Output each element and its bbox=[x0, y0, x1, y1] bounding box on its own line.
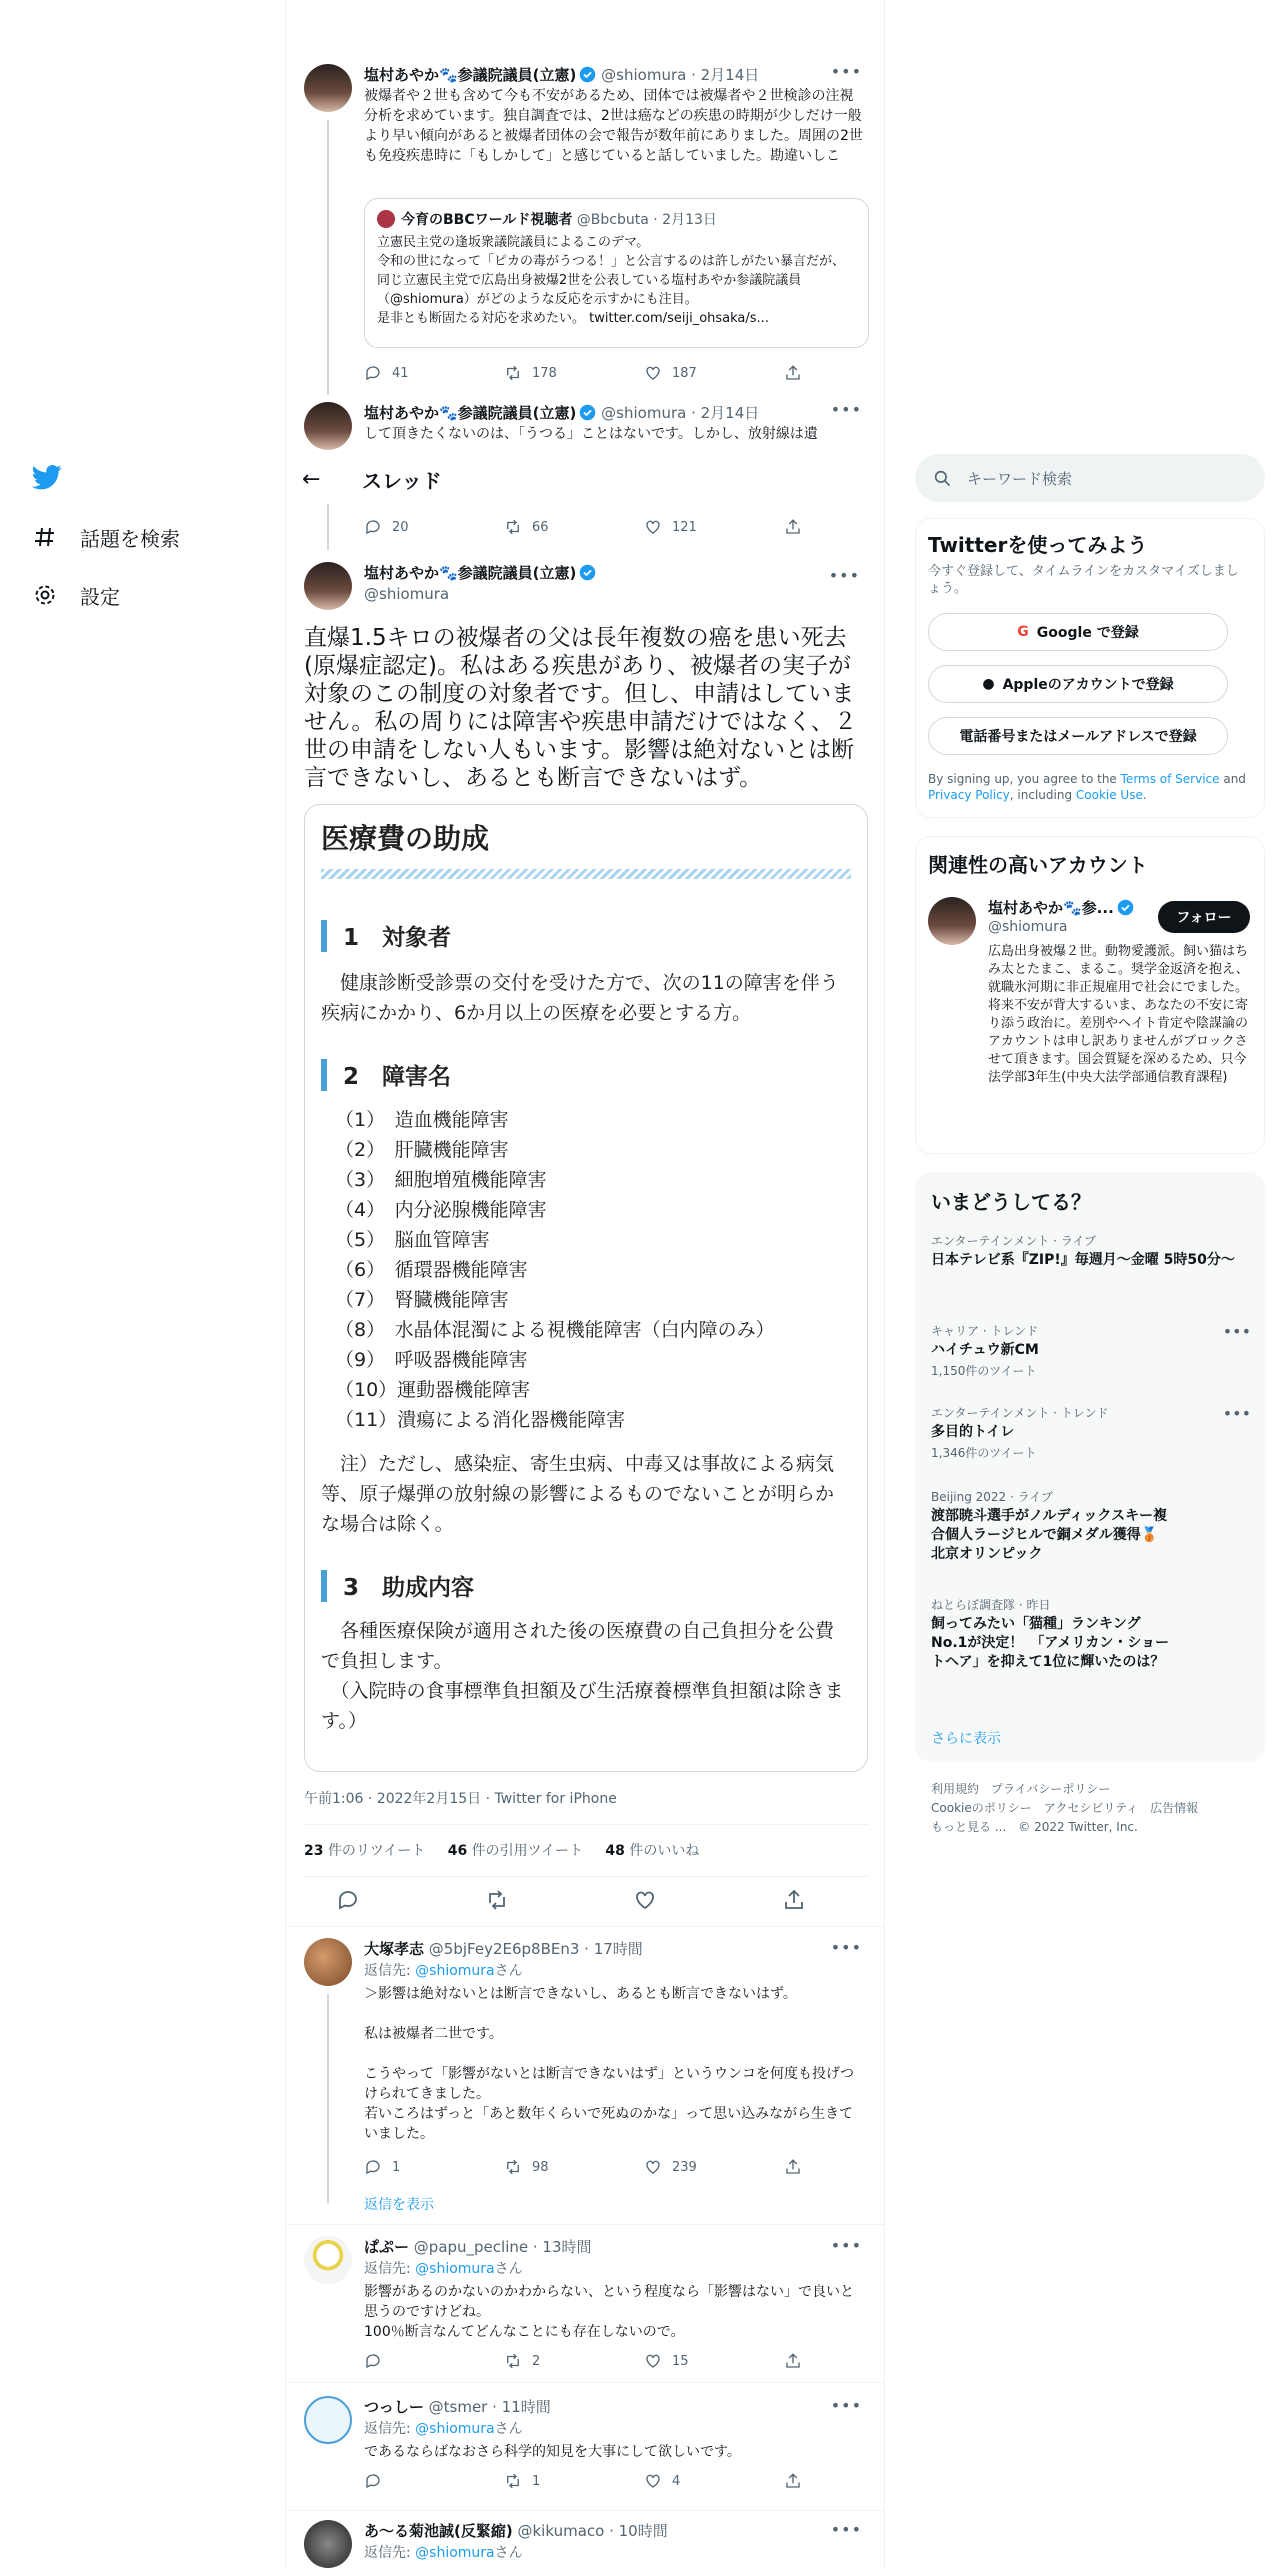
search-box[interactable] bbox=[915, 454, 1265, 502]
heart-icon bbox=[644, 2472, 662, 2490]
reply-icon bbox=[364, 2158, 382, 2176]
nav-explore[interactable] bbox=[30, 517, 180, 557]
more-icon[interactable]: ••• bbox=[830, 2236, 862, 2255]
author-name[interactable]: つっしー bbox=[364, 2398, 424, 2416]
title-underline bbox=[321, 869, 851, 879]
divider bbox=[286, 1926, 885, 1927]
reply-to bbox=[364, 1960, 523, 1980]
trend-item[interactable] bbox=[931, 1322, 1251, 1379]
reply-tweet[interactable] bbox=[304, 1938, 868, 2218]
disability-item: （1） 造血機能障害 bbox=[335, 1109, 509, 1131]
tweet-text: 影響があるのかないのかわからない、という程度なら「影響はない」で良いと思うのですけどね。 100％断言なんてどんなことにも存在しないので。 bbox=[364, 2284, 854, 2340]
share-button[interactable] bbox=[784, 364, 804, 382]
main-actions bbox=[336, 1888, 806, 1912]
like-count: 121 bbox=[672, 519, 697, 535]
disability-item: （11）潰瘍による消化器機能障害 bbox=[335, 1409, 626, 1431]
author-name[interactable]: あ〜る菊池誠(反緊縮) bbox=[364, 2522, 513, 2540]
trend-context: ねとらぼ調査隊 · 昨日 bbox=[931, 1598, 1051, 1612]
apple-signup-label: Appleのアカウントで登録 bbox=[1002, 677, 1174, 693]
quote-handle: @Bbcbuta · 2月13日 bbox=[576, 212, 717, 228]
like-button[interactable] bbox=[644, 364, 734, 382]
share-button[interactable] bbox=[784, 518, 804, 536]
retweet-stat-num: 23 bbox=[304, 1843, 324, 1859]
reply-to-label: 返信先: bbox=[364, 1963, 416, 1979]
related-accounts-card bbox=[915, 836, 1265, 1154]
hashtag-icon bbox=[30, 522, 60, 552]
quote-stat[interactable] bbox=[448, 1843, 583, 1859]
nav-settings-label: 設定 bbox=[80, 584, 120, 609]
author-name[interactable]: 大塚孝志 bbox=[364, 1940, 425, 1958]
reply-icon bbox=[364, 2472, 382, 2490]
disability-item: （5） 脳血管障害 bbox=[335, 1229, 490, 1251]
reply-to bbox=[364, 2542, 523, 2562]
avatar[interactable] bbox=[304, 2396, 352, 2444]
author-handle: @shiomura bbox=[364, 585, 450, 603]
reply-tweet[interactable] bbox=[304, 2520, 868, 2568]
quote-stat-label: 件の引用ツイート bbox=[471, 1843, 583, 1859]
twitter-logo-icon[interactable] bbox=[30, 462, 70, 496]
thread-line bbox=[327, 120, 329, 395]
heart-icon[interactable] bbox=[633, 1888, 657, 1912]
trend-count: 1,346件のツイート bbox=[931, 1446, 1037, 1460]
quote-author: 今育のBBCワールド視聴者 bbox=[401, 212, 573, 228]
share-icon bbox=[784, 2472, 802, 2490]
reply-to-link[interactable]: @shiomura bbox=[415, 1963, 495, 1979]
footer-links bbox=[931, 1780, 1198, 1837]
image-title: 医療費の助成 bbox=[321, 822, 490, 855]
verified-badge-icon bbox=[1117, 899, 1134, 916]
divider bbox=[304, 1876, 868, 1877]
apple-icon: ● bbox=[982, 676, 995, 692]
retweet-icon bbox=[504, 364, 522, 382]
disability-item: （3） 細胞増殖機能障害 bbox=[335, 1169, 547, 1191]
terms-link[interactable]: Terms of Service bbox=[1120, 772, 1220, 786]
quote-text: 立憲民主党の逢坂衆議院議員によるこのデマ。 令和の世になって「ピカの毒がうつる！」と公言するのは許しがたい暴言だが、同じ立憲民主党で広島出身被爆2世を公表している塩村あやか参議院議員（@shiomura）がどのような反応を示すかにも注目。 是非とも断固たる対応を求めたい。 twitter.com/seiji_ohsaka/s... bbox=[377, 235, 846, 326]
nav-explore-label: 話題を検索 bbox=[80, 526, 180, 551]
thread-column bbox=[285, 0, 885, 2568]
phone-signup-label: 電話番号またはメールアドレスで登録 bbox=[959, 729, 1197, 745]
main-author[interactable] bbox=[364, 562, 596, 603]
share-button[interactable] bbox=[784, 2352, 804, 2370]
note-text: 注）ただし、感染症、寄生虫病、中毒又は事故による病気等、原子爆弾の放射線の影響によるものでないことが明らかな場合は除く。 bbox=[321, 1453, 835, 1535]
reply-count: 1 bbox=[392, 2159, 401, 2175]
author-handle[interactable]: @papu_pecline · 13時間 bbox=[413, 2238, 592, 2256]
disability-item: （10）運動器機能障害 bbox=[335, 1379, 531, 1401]
like-count: 4 bbox=[672, 2473, 681, 2489]
left-navigation bbox=[0, 0, 285, 2568]
trend-context: エンターテインメント · トレンド bbox=[931, 1406, 1109, 1420]
like-stat-num: 48 bbox=[605, 1843, 625, 1859]
retweet-button[interactable] bbox=[504, 518, 594, 536]
related-name[interactable] bbox=[988, 897, 1134, 918]
share-icon[interactable] bbox=[782, 1888, 806, 1912]
reply-button[interactable] bbox=[364, 364, 454, 382]
like-button[interactable] bbox=[644, 518, 734, 536]
reply-to bbox=[364, 2258, 523, 2278]
reply-button[interactable] bbox=[364, 2472, 454, 2490]
like-count: 15 bbox=[672, 2353, 689, 2369]
like-stat[interactable] bbox=[605, 1843, 699, 1859]
trend-title: ハイチュウ新CM bbox=[931, 1342, 1039, 1358]
retweet-count: 2 bbox=[532, 2353, 541, 2369]
disability-item: （7） 腎臓機能障害 bbox=[335, 1289, 509, 1311]
nav-settings[interactable] bbox=[30, 575, 120, 615]
tweet-text: ＞影響は絶対ないとは断言できないし、あるとも断言できないはず。 私は被爆者二世です。 こうやって「影響がないとは断言できないはず」というウンコを何度も投げつけられてきました。 若いころはずっと「あと数年くらいで死ぬのかな」って思い込みながら生きていました。 bbox=[364, 1986, 854, 2142]
terms-and: and bbox=[1219, 772, 1246, 786]
author-handle[interactable]: @tsmer · 11時間 bbox=[428, 2398, 551, 2416]
trend-context: Beijing 2022 · ライブ bbox=[931, 1490, 1053, 1504]
trend-title: 飼ってみたい「猫種」ランキングNo.1が決定！ 「アメリカン・ショートヘア」を抑えて1位に輝いたのは？ bbox=[931, 1616, 1170, 1670]
trend-title: 多目的トイレ bbox=[931, 1424, 1015, 1440]
reply-button[interactable] bbox=[364, 2352, 454, 2370]
trend-item[interactable] bbox=[931, 1232, 1251, 1270]
terms-including: , including bbox=[1009, 788, 1076, 802]
retweet-button[interactable] bbox=[504, 2158, 594, 2176]
trend-item[interactable] bbox=[931, 1596, 1251, 1672]
like-button[interactable] bbox=[644, 2352, 734, 2370]
quote-stat-num: 46 bbox=[447, 1843, 468, 1859]
like-count: 239 bbox=[672, 2159, 697, 2175]
retweet-icon bbox=[504, 2158, 522, 2176]
more-icon[interactable]: ••• bbox=[828, 566, 860, 585]
reply-to-suffix: さん bbox=[494, 1963, 523, 1979]
share-icon bbox=[784, 2352, 802, 2370]
more-icon[interactable]: ••• bbox=[1222, 1322, 1251, 1341]
retweet-count: 66 bbox=[532, 519, 549, 535]
more-icon[interactable]: ••• bbox=[1222, 1404, 1251, 1423]
tweet-actions bbox=[364, 2158, 804, 2176]
reply-to-link[interactable]: @shiomura bbox=[415, 2421, 495, 2437]
divider bbox=[286, 2382, 885, 2383]
retweet-icon bbox=[504, 2472, 522, 2490]
reply-icon bbox=[364, 518, 382, 536]
author-name[interactable]: ぱぷー bbox=[364, 2238, 410, 2256]
section-3-note: （入院時の食事標準負担額及び生活療養標準負担額は除きます。） bbox=[321, 1680, 844, 1732]
retweet-icon[interactable] bbox=[485, 1888, 509, 1912]
retweet-button[interactable] bbox=[504, 2352, 594, 2370]
avatar[interactable] bbox=[304, 2520, 352, 2568]
avatar[interactable] bbox=[304, 64, 352, 112]
follow-button[interactable]: フォロー bbox=[1158, 901, 1250, 933]
author-name[interactable]: 塩村あやか🐾参議院議員(立憲) bbox=[364, 404, 577, 422]
verified-badge-icon bbox=[579, 564, 596, 581]
avatar[interactable] bbox=[304, 402, 352, 450]
reply-to-link[interactable]: @shiomura bbox=[415, 2261, 495, 2277]
quoted-tweet[interactable] bbox=[364, 198, 869, 348]
section-heading bbox=[321, 1569, 851, 1602]
author-handle[interactable]: @shiomura · 2月14日 bbox=[601, 404, 760, 422]
main-tweet-text: 直爆1.5キロの被爆者の父は長年複数の癌を患い死去(原爆症認定)。私はある疾患があり、被爆者の実子が対象のこの制度の対象者です。但し、申請はしていません。私の周りには障害や疾患申請だけではなく、２世の申請をしない人もいます。影響は絶対ないとは断言できないし、あるとも断言できないはず。 bbox=[304, 625, 857, 791]
avatar[interactable] bbox=[304, 562, 352, 610]
trend-title: 渡部暁斗選手がノルディックスキー複合個人ラージヒルで銅メダル獲得🥉北京オリンピック bbox=[931, 1508, 1168, 1562]
more-icon[interactable]: ••• bbox=[830, 2396, 862, 2415]
retweet-button[interactable] bbox=[504, 2472, 594, 2490]
google-signup-button[interactable] bbox=[928, 613, 1228, 651]
like-button[interactable] bbox=[644, 2472, 734, 2490]
retweet-button[interactable] bbox=[504, 364, 594, 382]
signup-subtitle: 今すぐ登録して、タイムラインをカスタマイズしましょう。 bbox=[928, 564, 1239, 596]
thread-header bbox=[286, 454, 885, 504]
author-handle[interactable]: @5bjFey2E6p8BEn3 · 17時間 bbox=[428, 1940, 643, 1958]
reply-icon[interactable] bbox=[336, 1888, 360, 1912]
reply-to-label: 返信先: bbox=[364, 2261, 416, 2277]
trend-context: エンターテインメント · ライブ bbox=[931, 1234, 1097, 1248]
section-bar bbox=[321, 1059, 327, 1091]
heart-icon bbox=[644, 2352, 662, 2370]
avatar[interactable] bbox=[304, 2236, 352, 2284]
reply-count: 20 bbox=[392, 519, 409, 535]
show-replies-link[interactable]: 返信を表示 bbox=[364, 2197, 434, 2213]
author-name: 塩村あやか🐾参議院議員(立憲) bbox=[364, 564, 577, 582]
signup-terms bbox=[928, 771, 1253, 803]
google-icon: G bbox=[1017, 624, 1029, 640]
disability-list bbox=[335, 1105, 851, 1435]
author-handle[interactable]: @shiomura · 2月14日 bbox=[601, 66, 760, 84]
section-2-title: 2 障害名 bbox=[343, 1064, 452, 1090]
tweet-text: して頂きたくないのは、「うつる」ことはないです。しかし、放射線は遺 bbox=[364, 426, 818, 442]
trends-title: いまどうしてる？ bbox=[931, 1190, 1091, 1214]
more-icon[interactable]: ••• bbox=[830, 2520, 862, 2539]
more-icon[interactable]: ••• bbox=[830, 62, 862, 81]
divider bbox=[286, 2224, 885, 2225]
share-button[interactable] bbox=[784, 2158, 804, 2176]
search-icon bbox=[933, 469, 951, 487]
tweet-text: であるならばなおさら科学的知見を大事にして欲しいです。 bbox=[364, 2444, 741, 2460]
reply-to-label: 返信先: bbox=[364, 2421, 416, 2437]
trends-card bbox=[915, 1172, 1265, 1762]
retweet-stat[interactable] bbox=[304, 1843, 425, 1859]
cookie-link[interactable]: Cookie Use bbox=[1075, 788, 1143, 802]
reply-tweet[interactable] bbox=[304, 2236, 868, 2369]
google-signup-label: Google で登録 bbox=[1036, 625, 1139, 641]
retweet-count: 98 bbox=[532, 2159, 549, 2175]
reply-to bbox=[364, 2418, 523, 2438]
heart-icon bbox=[644, 518, 662, 536]
quote-avatar bbox=[377, 210, 395, 228]
reply-button[interactable] bbox=[364, 2158, 454, 2176]
section-heading bbox=[321, 919, 851, 952]
apple-signup-button[interactable] bbox=[928, 665, 1228, 703]
author-handle[interactable]: @kikumaco · 10時間 bbox=[517, 2522, 668, 2540]
like-button[interactable] bbox=[644, 2158, 734, 2176]
section-3-title: 3 助成内容 bbox=[343, 1575, 475, 1601]
tweet-actions bbox=[364, 518, 804, 536]
disability-item: （6） 循環器機能障害 bbox=[335, 1259, 528, 1281]
search-input[interactable]: キーワード検索 bbox=[967, 469, 1073, 488]
tweet-stats bbox=[304, 1840, 699, 1860]
retweet-icon bbox=[504, 2352, 522, 2370]
disability-item: （9） 呼吸器機能障害 bbox=[335, 1349, 528, 1371]
avatar[interactable] bbox=[304, 1938, 352, 1986]
disability-item: （8） 水晶体混濁による視機能障害（白内障のみ） bbox=[335, 1319, 775, 1341]
footer-line[interactable]: Cookieのポリシー アクセシビリティ 広告情報 bbox=[931, 1801, 1199, 1815]
related-title: 関連性の高いアカウント bbox=[928, 853, 1148, 877]
related-handle: @shiomura bbox=[988, 919, 1068, 935]
trend-title: 日本テレビ系『ZIP!』毎週月〜金曜 5時50分〜 bbox=[931, 1252, 1235, 1268]
signup-card bbox=[915, 518, 1265, 818]
share-icon bbox=[784, 518, 802, 536]
section-bar bbox=[321, 1570, 327, 1602]
back-arrow-icon[interactable]: ← bbox=[302, 466, 321, 492]
retweet-count: 1 bbox=[532, 2473, 541, 2489]
section-bar bbox=[321, 920, 327, 952]
gear-icon bbox=[30, 580, 60, 610]
more-icon[interactable]: ••• bbox=[830, 400, 862, 419]
reply-to-suffix: さん bbox=[494, 2261, 523, 2277]
terms-prefix: By signing up, you agree to the bbox=[928, 772, 1121, 786]
footer-line[interactable]: 利用規約 プライバシーポリシー bbox=[931, 1782, 1111, 1796]
like-stat-label: 件のいいね bbox=[629, 1843, 700, 1859]
signup-title: Twitterを使ってみよう bbox=[928, 533, 1148, 557]
share-icon bbox=[784, 364, 802, 382]
tweet-image[interactable] bbox=[304, 804, 868, 1772]
reply-to-label: 返信先: bbox=[364, 2545, 416, 2561]
tweet[interactable] bbox=[304, 58, 868, 388]
section-1-title: 1 対象者 bbox=[343, 925, 452, 951]
section-3-text: 各種医療保険が適用された後の医療費の自己負担分を公費で負担します。 bbox=[321, 1620, 835, 1672]
reply-icon bbox=[364, 2352, 382, 2370]
tweet-actions bbox=[364, 2352, 804, 2370]
related-name-text: 塩村あやか🐾参... bbox=[988, 899, 1114, 917]
heart-icon bbox=[644, 364, 662, 382]
related-bio: 広島出身被爆２世。動物愛護派。飼い猫はちみ太とたまこ、まるこ。奨学金返済を抱え、就職氷河期に非正規雇用で社会にでました。将来不安が背大するいま、あなたの不安に寄り添う政治に。差別やヘイト肯定や陰謀論のアカウントは申し訳ありませんがブロックさせて頂きます。国会質疑を深めるため、只今法学部3年生(中央大法学部通信教育課程) bbox=[988, 944, 1249, 1085]
avatar[interactable] bbox=[928, 897, 976, 945]
reply-button[interactable] bbox=[364, 518, 454, 536]
privacy-link[interactable]: Privacy Policy bbox=[928, 788, 1010, 802]
right-sidebar bbox=[915, 0, 1270, 2568]
disability-item: （4） 内分泌腺機能障害 bbox=[335, 1199, 547, 1221]
phone-signup-button[interactable] bbox=[928, 717, 1228, 755]
reply-icon bbox=[364, 364, 382, 382]
divider bbox=[286, 2510, 885, 2511]
reply-to-link[interactable]: @shiomura bbox=[415, 2545, 495, 2561]
verified-badge-icon bbox=[579, 66, 596, 83]
trend-item[interactable] bbox=[931, 1404, 1251, 1461]
tweet-actions bbox=[364, 364, 804, 382]
author-name[interactable]: 塩村あやか🐾参議院議員(立憲) bbox=[364, 66, 577, 84]
tweet-actions bbox=[364, 2472, 804, 2490]
section-1-text: 健康診断受診票の交付を受けた方で、次の11の障害を伴う疾病にかかり、6か月以上の医療を必要とする方。 bbox=[321, 972, 839, 1024]
verified-badge-icon bbox=[579, 404, 596, 421]
tweet-meta: 午前1:06 · 2022年2月15日 · Twitter for iPhone bbox=[304, 1791, 617, 1807]
reply-to-suffix: さん bbox=[494, 2421, 523, 2437]
section-heading bbox=[321, 1058, 851, 1091]
retweet-count: 178 bbox=[532, 365, 557, 381]
divider bbox=[304, 1824, 868, 1825]
tweet-text: 被爆者や２世も含めて今も不安があるため、団体では被爆者や２世検診の注視分析を求めています。独自調査では、2世は癌などの疾患の時期が少しだけ一般より早い傾向があると被爆者団体の会で報告が数年前にありました。周囲の2世も免疫疾患時に「もしかして」と感じていると話していました。勘違いしこ bbox=[364, 88, 863, 164]
trend-context: キャリア · トレンド bbox=[931, 1324, 1039, 1338]
more-icon[interactable]: ••• bbox=[830, 1938, 862, 1957]
reply-count: 41 bbox=[392, 365, 409, 381]
trend-item[interactable] bbox=[931, 1488, 1251, 1564]
share-icon bbox=[784, 2158, 802, 2176]
terms-period: . bbox=[1142, 788, 1147, 802]
like-count: 187 bbox=[672, 365, 697, 381]
thread-title: スレッド bbox=[362, 468, 442, 493]
heart-icon bbox=[644, 2158, 662, 2176]
share-button[interactable] bbox=[784, 2472, 804, 2490]
reply-to-suffix: さん bbox=[494, 2545, 523, 2561]
disability-item: （2） 肝臓機能障害 bbox=[335, 1139, 509, 1161]
retweet-stat-label: 件のリツイート bbox=[327, 1843, 426, 1859]
reply-tweet[interactable] bbox=[304, 2396, 868, 2506]
retweet-icon bbox=[504, 518, 522, 536]
show-more-link[interactable]: さらに表示 bbox=[931, 1731, 1001, 1747]
trend-count: 1,150件のツイート bbox=[931, 1364, 1037, 1378]
thread-line bbox=[327, 1994, 329, 2204]
footer-line[interactable]: もっと見る ... © 2022 Twitter, Inc. bbox=[931, 1820, 1138, 1834]
